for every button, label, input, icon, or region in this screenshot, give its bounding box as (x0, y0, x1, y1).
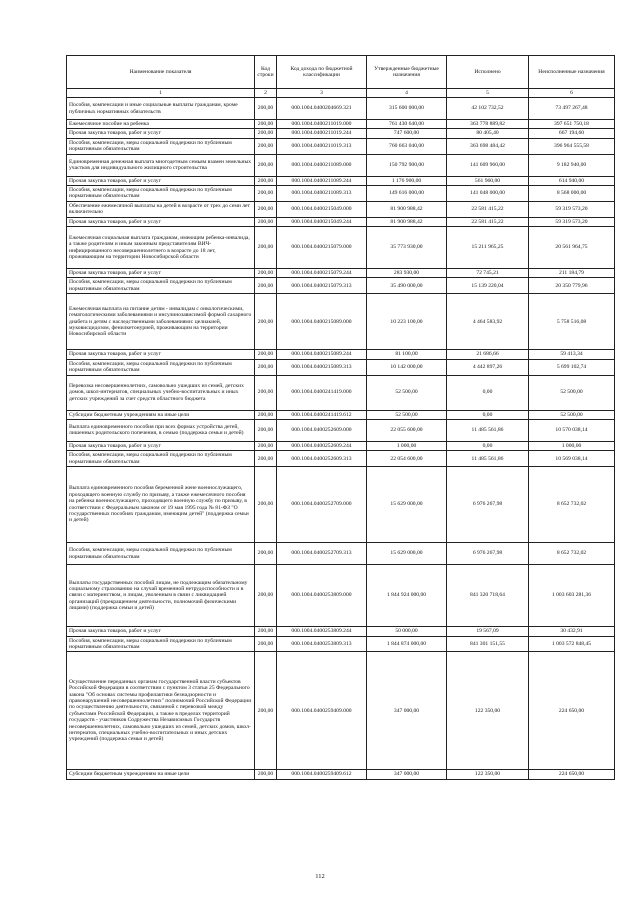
line-code-cell: 200,00 (255, 278, 277, 294)
unexecuted-amount-cell: 224 650,00 (529, 770, 615, 779)
column-number: 2 (255, 89, 277, 98)
unexecuted-amount-cell: 30 432,91 (529, 627, 615, 636)
line-code-cell: 200,00 (255, 543, 277, 565)
executed-amount-cell: 4 464 583,92 (447, 294, 529, 350)
indicator-name-cell: Прочая закупка товаров, работ и услуг (67, 441, 255, 450)
approved-amount-cell: 50 000,00 (367, 627, 447, 636)
table-row (67, 467, 615, 543)
unexecuted-amount-cell: 5 758 516,08 (529, 294, 615, 350)
executed-amount-cell: 363 698 484,42 (447, 138, 529, 154)
unexecuted-amount-cell: 5 699 102,74 (529, 359, 615, 375)
income-code-cell: 000.1004.0400253809.244 (277, 627, 367, 636)
executed-amount-cell: 4 442 897,26 (447, 359, 529, 375)
line-code-cell: 200,00 (255, 359, 277, 375)
line-code-cell: 200,00 (255, 652, 277, 770)
approved-amount-cell: 81 900 988,42 (367, 217, 447, 226)
approved-amount-cell: 22 055 600,00 (367, 419, 447, 441)
line-code-cell: 200,00 (255, 770, 277, 779)
income-code-cell: 000.1004.0400215079.000 (277, 227, 367, 269)
column-number: 1 (67, 89, 255, 98)
approved-amount-cell: 760 663 040,00 (367, 138, 447, 154)
unexecuted-amount-cell: 1 000,00 (529, 441, 615, 450)
executed-amount-cell: 80 405,40 (447, 129, 529, 138)
executed-amount-cell: 22 581 415,22 (447, 201, 529, 217)
unexecuted-amount-cell: 8 568 000,00 (529, 186, 615, 202)
executed-amount-cell: 15 139 220,04 (447, 278, 529, 294)
income-code-cell: 000.1004.0400215089.313 (277, 359, 367, 375)
line-code-cell: 200,00 (255, 217, 277, 226)
indicator-name-cell: Пособия, компенсации и иные социальные выплаты гражданам, кроме публичных нормативных обязательств (67, 98, 255, 120)
table-row (67, 129, 615, 138)
table-row (67, 120, 615, 129)
approved-amount-cell: 1 176 900,00 (367, 176, 447, 185)
income-code-cell: 000.1004.0400253809.000 (277, 565, 367, 627)
unexecuted-amount-cell: 8 652 732,02 (529, 467, 615, 543)
approved-amount-cell: 81 100,00 (367, 350, 447, 359)
header-unexecuted: Неисполненные назначения (529, 56, 615, 89)
income-code-cell: 000.1004.0400241419.000 (277, 375, 367, 410)
unexecuted-amount-cell: 396 964 555,58 (529, 138, 615, 154)
table-row (67, 627, 615, 636)
unexecuted-amount-cell: 59 319 573,20 (529, 201, 615, 217)
executed-amount-cell: 42 102 732,52 (447, 98, 529, 120)
approved-amount-cell: 10 142 000,00 (367, 359, 447, 375)
table-row (67, 98, 615, 120)
indicator-name-cell: Перевозка несовершеннолетних, самовольно ушедших из семей, детских домов, школ-интернатов, специальных учебно-воспитательных и иных детских учреждений за счет средств областного бюджета (67, 375, 255, 410)
income-code-cell: 000.1004.0400215049.000 (277, 201, 367, 217)
income-code-cell: 000.1004.0400215079.313 (277, 278, 367, 294)
executed-amount-cell: 141 609 960,00 (447, 154, 529, 176)
income-code-cell: 000.1004.0400259409.612 (277, 770, 367, 779)
table-row (67, 217, 615, 226)
line-code-cell: 200,00 (255, 98, 277, 120)
executed-amount-cell: 21 686,66 (447, 350, 529, 359)
unexecuted-amount-cell: 10 569 038,14 (529, 451, 615, 467)
indicator-name-cell: Пособия, компенсации, меры социальной поддержки по публичным нормативным обязательствам (67, 186, 255, 202)
unexecuted-amount-cell: 52 500,00 (529, 410, 615, 419)
table-row (67, 636, 615, 652)
table-row (67, 770, 615, 779)
line-code-cell: 200,00 (255, 350, 277, 359)
approved-amount-cell: 52 500,00 (367, 410, 447, 419)
header-executed: Исполнено (447, 56, 529, 89)
line-code-cell: 200,00 (255, 451, 277, 467)
header-approved: Утвержденные бюджетные назначения (367, 56, 447, 89)
income-code-cell: 000.1004.0400252609.244 (277, 441, 367, 450)
approved-amount-cell: 150 792 900,00 (367, 154, 447, 176)
table-row (67, 278, 615, 294)
line-code-cell: 200,00 (255, 269, 277, 278)
executed-amount-cell: 122 350,00 (447, 770, 529, 779)
line-code-cell: 200,00 (255, 467, 277, 543)
executed-amount-cell: 19 567,09 (447, 627, 529, 636)
executed-amount-cell: 141 048 000,00 (447, 186, 529, 202)
income-code-cell: 000.1004.0400211089.313 (277, 186, 367, 202)
approved-amount-cell: 15 629 000,00 (367, 543, 447, 565)
indicator-name-cell: Выплата единовременного пособия беременной жене военнослужащего, проходящего военную службу по призыву, а также ежемесячного пособия на ребенка военнослужащего, проходящего военную службу по призыву, в соответствии с Федеральным законом от 19 мая 1995 года № 81-ФЗ "О государственных пособиях гражданам, имеющим детей" (поддержка семьи и детей) (67, 467, 255, 543)
line-code-cell: 200,00 (255, 375, 277, 410)
unexecuted-amount-cell: 667 194,60 (529, 129, 615, 138)
table-row (67, 410, 615, 419)
indicator-name-cell: Прочая закупка товаров, работ и услуг (67, 627, 255, 636)
indicator-name-cell: Пособия, компенсации, меры социальной поддержки по публичным нормативным обязательствам (67, 359, 255, 375)
indicator-name-cell: Прочая закупка товаров, работ и услуг (67, 350, 255, 359)
unexecuted-amount-cell: 59 319 573,20 (529, 217, 615, 226)
table-row (67, 269, 615, 278)
approved-amount-cell: 1 844 924 000,00 (367, 565, 447, 627)
executed-amount-cell: 0,00 (447, 375, 529, 410)
executed-amount-cell: 11 485 561,86 (447, 451, 529, 467)
table-body (67, 98, 615, 780)
executed-amount-cell: 11 485 561,86 (447, 419, 529, 441)
income-code-cell: 000.1004.0400211019.313 (277, 138, 367, 154)
executed-amount-cell: 6 976 267,98 (447, 543, 529, 565)
line-code-cell: 200,00 (255, 129, 277, 138)
indicator-name-cell: Осуществление переданных органам государственной власти субъектов Российской Федерации в соответствии с пунктом 3 статьи 25 Федерального закона "Об основах системы профилактики безнадзорности и правонарушений несовершеннолетних" полномочий Российской Федерации по осуществлению деятельности, связанной с перевозкой между субъектами Российской Федерации, а также в пределах территорий государств - участников Содружества Независимых Государств несовершеннолетних, самовольно ушедших из семей, детских домов, школ-интернатов, специальных учебно-воспитательных и иных детских учреждений (поддержка семьи и детей) (67, 652, 255, 770)
indicator-name-cell: Пособия, компенсации, меры социальной поддержки по публичным нормативным обязательствам (67, 451, 255, 467)
indicator-name-cell: Выплаты государственных пособий лицам, не подлежащим обязательному социальному страхованию на случай временной нетрудоспособности и в связи с материнством, и лицам, уволенным в связи с ликвидацией организаций (прекращением деятельности, полномочий физическими лицами) (поддержка семьи и детей) (67, 565, 255, 627)
approved-amount-cell: 10 223 100,00 (367, 294, 447, 350)
table-row (67, 565, 615, 627)
unexecuted-amount-cell: 1 003 572 848,45 (529, 636, 615, 652)
approved-amount-cell: 347 000,00 (367, 770, 447, 779)
approved-amount-cell: 283 930,00 (367, 269, 447, 278)
approved-amount-cell: 35 490 000,00 (367, 278, 447, 294)
executed-amount-cell: 363 778 889,82 (447, 120, 529, 129)
unexecuted-amount-cell: 614 940,00 (529, 176, 615, 185)
table-row (67, 138, 615, 154)
approved-amount-cell: 52 500,00 (367, 375, 447, 410)
column-number: 6 (529, 89, 615, 98)
line-code-cell: 200,00 (255, 138, 277, 154)
executed-amount-cell: 15 211 965,25 (447, 227, 529, 269)
income-code-cell: 000.1004.0400211089.000 (277, 154, 367, 176)
line-code-cell: 200,00 (255, 410, 277, 419)
unexecuted-amount-cell: 59 413,34 (529, 350, 615, 359)
indicator-name-cell: Единовременная денежная выплата многодетным семьям взамен земельных участков для индивидуального жилищного строительства (67, 154, 255, 176)
unexecuted-amount-cell: 8 652 732,02 (529, 543, 615, 565)
line-code-cell: 200,00 (255, 441, 277, 450)
executed-amount-cell: 0,00 (447, 441, 529, 450)
table-row (67, 419, 615, 441)
table-row (67, 176, 615, 185)
approved-amount-cell: 1 000,00 (367, 441, 447, 450)
unexecuted-amount-cell: 9 182 940,00 (529, 154, 615, 176)
indicator-name-cell: Прочая закупка товаров, работ и услуг (67, 176, 255, 185)
unexecuted-amount-cell: 20 561 964,75 (529, 227, 615, 269)
table-row (67, 154, 615, 176)
income-code-cell: 000.1004.0400252709.313 (277, 543, 367, 565)
column-number: 3 (277, 89, 367, 98)
income-code-cell: 000.1004.0400241419.612 (277, 410, 367, 419)
line-code-cell: 200,00 (255, 201, 277, 217)
line-code-cell: 200,00 (255, 154, 277, 176)
line-code-cell: 200,00 (255, 565, 277, 627)
indicator-name-cell: Субсидии бюджетным учреждениям на иные цели (67, 770, 255, 779)
unexecuted-amount-cell: 73 497 267,48 (529, 98, 615, 120)
executed-amount-cell: 22 581 415,22 (447, 217, 529, 226)
indicator-name-cell: Прочая закупка товаров, работ и услуг (67, 269, 255, 278)
indicator-name-cell: Ежемесячная социальная выплата гражданам, имеющим ребенка-инвалида, а также родителям и иным законным представителям ВИЧ-инфицированного несовершеннолетнего в возрасте до 18 лет, проживающим на территории Новосибирской области (67, 227, 255, 269)
approved-amount-cell: 35 773 930,00 (367, 227, 447, 269)
table-row (67, 359, 615, 375)
indicator-name-cell: Субсидии бюджетным учреждениям на иные цели (67, 410, 255, 419)
approved-amount-cell: 15 629 000,00 (367, 467, 447, 543)
executed-amount-cell: 561 960,00 (447, 176, 529, 185)
unexecuted-amount-cell: 10 570 038,14 (529, 419, 615, 441)
line-code-cell: 200,00 (255, 627, 277, 636)
indicator-name-cell: Выплата единовременного пособия при всех формах устройства детей, лишенных родительского попечения, в семью (поддержка семьи и детей) (67, 419, 255, 441)
table-row (67, 451, 615, 467)
table-row (67, 375, 615, 410)
income-code-cell: 000.1004.0400252709.000 (277, 467, 367, 543)
indicator-name-cell: Пособия, компенсации, меры социальной поддержки по публичным нормативным обязательствам (67, 138, 255, 154)
income-code-cell: 000.1004.0400215089.244 (277, 350, 367, 359)
indicator-name-cell: Обеспечение ежемесячной выплаты на детей в возрасте от трех до семи лет включительно (67, 201, 255, 217)
income-code-cell: 000.1004.0400211019.000 (277, 120, 367, 129)
executed-amount-cell: 6 976 267,98 (447, 467, 529, 543)
indicator-name-cell: Прочая закупка товаров, работ и услуг (67, 217, 255, 226)
line-code-cell: 200,00 (255, 186, 277, 202)
table-row (67, 186, 615, 202)
table-header-row (67, 56, 615, 89)
table-row (67, 201, 615, 217)
unexecuted-amount-cell: 20 350 779,96 (529, 278, 615, 294)
income-code-cell: 000.1004.0400215079.244 (277, 269, 367, 278)
income-code-cell: 000.1004.0400215089.000 (277, 294, 367, 350)
report-sheet (66, 55, 614, 780)
executed-amount-cell: 841 301 151,55 (447, 636, 529, 652)
column-number: 4 (367, 89, 447, 98)
unexecuted-amount-cell: 397 651 750,18 (529, 120, 615, 129)
column-number-row (67, 89, 615, 98)
unexecuted-amount-cell: 52 500,00 (529, 375, 615, 410)
income-code-cell: 000.1004.0400259409.000 (277, 652, 367, 770)
unexecuted-amount-cell: 211 184,79 (529, 269, 615, 278)
table-row (67, 227, 615, 269)
income-code-cell: 000.1004.0400204669.321 (277, 98, 367, 120)
indicator-name-cell: Ежемесячная выплата на питание детям - инвалидам с онкологическими, гематологическими заболеваниями и инсулинозависимой формой сахарного диабета и детям с наследственными заболеваниями: целиакией, муковисцидозом, фенилкетонурией, проживающим на территории Новосибирской области (67, 294, 255, 350)
executed-amount-cell: 841 320 718,64 (447, 565, 529, 627)
income-code-cell: 000.1004.0400252609.000 (277, 419, 367, 441)
approved-amount-cell: 747 600,00 (367, 129, 447, 138)
line-code-cell: 200,00 (255, 294, 277, 350)
line-code-cell: 200,00 (255, 176, 277, 185)
approved-amount-cell: 761 430 640,00 (367, 120, 447, 129)
header-indicator-name: Наименование показателя (67, 56, 255, 89)
approved-amount-cell: 149 616 000,00 (367, 186, 447, 202)
table-row (67, 350, 615, 359)
indicator-name-cell: Пособия, компенсации, меры социальной поддержки по публичным нормативным обязательствам (67, 543, 255, 565)
column-number: 5 (447, 89, 529, 98)
unexecuted-amount-cell: 224 650,00 (529, 652, 615, 770)
executed-amount-cell: 72 745,21 (447, 269, 529, 278)
indicator-name-cell: Прочая закупка товаров, работ и услуг (67, 129, 255, 138)
indicator-name-cell: Пособия, компенсации, меры социальной поддержки по публичным нормативным обязательствам (67, 636, 255, 652)
line-code-cell: 200,00 (255, 120, 277, 129)
indicator-name-cell: Ежемесячное пособие на ребенка (67, 120, 255, 129)
line-code-cell: 200,00 (255, 227, 277, 269)
executed-amount-cell: 0,00 (447, 410, 529, 419)
header-income-code: Код дохода по бюджетной классификации (277, 56, 367, 89)
income-code-cell: 000.1004.0400215049.244 (277, 217, 367, 226)
income-code-cell: 000.1004.0400252609.313 (277, 451, 367, 467)
approved-amount-cell: 81 900 988,42 (367, 201, 447, 217)
budget-execution-table (66, 55, 615, 780)
income-code-cell: 000.1004.0400211089.244 (277, 176, 367, 185)
income-code-cell: 000.1004.0400211019.244 (277, 129, 367, 138)
table-row (67, 652, 615, 770)
income-code-cell: 000.1004.0400253809.313 (277, 636, 367, 652)
unexecuted-amount-cell: 1 003 603 281,36 (529, 565, 615, 627)
approved-amount-cell: 1 844 874 000,00 (367, 636, 447, 652)
line-code-cell: 200,00 (255, 419, 277, 441)
table-row (67, 441, 615, 450)
table-row (67, 294, 615, 350)
approved-amount-cell: 315 600 000,00 (367, 98, 447, 120)
approved-amount-cell: 347 000,00 (367, 652, 447, 770)
table-row (67, 543, 615, 565)
indicator-name-cell: Пособия, компенсации, меры социальной поддержки по публичным нормативным обязательствам (67, 278, 255, 294)
approved-amount-cell: 22 054 600,00 (367, 451, 447, 467)
header-line-code: Код строки (255, 56, 277, 89)
line-code-cell: 200,00 (255, 636, 277, 652)
page-number: 112 (315, 873, 325, 880)
executed-amount-cell: 122 350,00 (447, 652, 529, 770)
